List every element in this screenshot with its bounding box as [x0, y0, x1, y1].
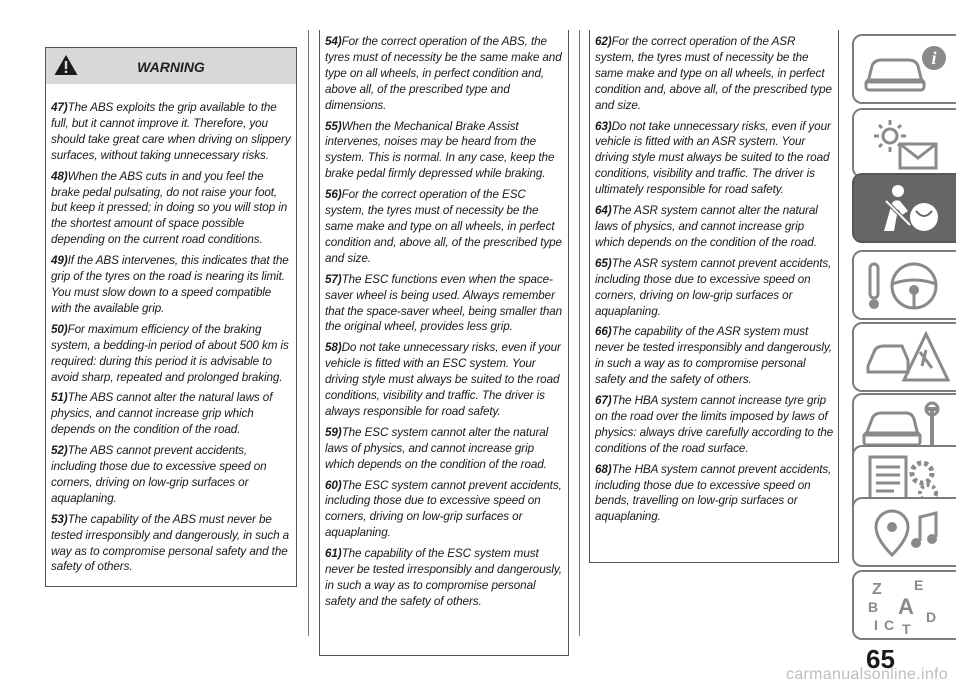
item-text: The HBA system cannot increase tyre grip on the road over the limits imposed by laws of physics: always drive carefully according to the conditions of the road surface.: [595, 394, 834, 455]
index-az-icon: [862, 578, 950, 634]
item-text: For the correct operation of the ASR system, the tyres must of necessity be the same make and type on all wheels, in perfect condition and, above all, of the prescribed type and size.: [595, 35, 832, 112]
warning-box-continued: [319, 30, 569, 656]
item-number: 65): [595, 256, 612, 270]
warning-title: WARNING: [137, 59, 205, 75]
item-text: When the Mechanical Brake Assist intervenes, noises may be heard from the system. This is normal. In any case, keep the brake pedal firmly depressed while braking.: [325, 119, 555, 181]
warning-item: [325, 478, 564, 542]
warning-lights-icon: [862, 116, 950, 172]
warning-item: [325, 546, 564, 610]
emergency-triangle-icon: [862, 330, 950, 386]
item-number: 52): [51, 444, 68, 458]
warning-box-continued: [589, 30, 839, 563]
item-text: Do not take unnecessary risks, even if your vehicle is fitted with an ESC system. Your driving style must always be suited to the road conditions, visibility and traffic. The driver is always responsible for road safety.: [325, 341, 561, 418]
warning-item: [51, 253, 292, 317]
item-text: The capability of the ASR system must never be tested irresponsibly and dangerously, in such a way as to compromise personal safety and the safety of others.: [595, 325, 832, 387]
warning-header: [46, 48, 296, 84]
tab-starting-driving[interactable]: [852, 250, 956, 320]
warning-item: [51, 512, 292, 576]
item-number: 64): [595, 204, 612, 218]
watermark: carmanualsonline.info: [786, 666, 948, 683]
car-info-icon: [862, 42, 950, 98]
item-number: 62): [595, 35, 612, 48]
warning-item: [595, 203, 834, 251]
svg-text:A: A: [898, 594, 914, 619]
svg-text:I: I: [874, 617, 878, 633]
warning-item: [51, 390, 292, 438]
svg-text:i: i: [931, 48, 937, 68]
item-number: 61): [325, 547, 342, 561]
warning-item: [595, 462, 834, 526]
item-text: For the correct operation of the ESC system, the tyres must of necessity be the same make and type on all wheels, in perfect condition and, above all, of the prescribed type and size.: [325, 188, 562, 265]
item-number: 47): [51, 101, 68, 114]
warning-item: [325, 272, 564, 336]
warning-item: [51, 169, 292, 249]
item-text: For maximum efficiency of the braking system, a bedding-in period of about 500 km is required: during this period it is advisable to avoid sharp, repeated and prolonged braking.: [51, 322, 289, 384]
warning-item: [51, 443, 292, 507]
item-text: For the correct operation of the ABS, the tyres must of necessity be the same make and type on all wheels, in perfect condition and, above all, of the prescribed type and dimensions.: [325, 35, 562, 112]
item-number: 56): [325, 188, 342, 202]
column-divider: [308, 30, 309, 636]
item-text: The ESC system cannot prevent accidents, including those due to excessive speed on corners, driving on low-grip surfaces or aquaplaning.: [325, 478, 562, 540]
item-number: 50): [51, 322, 68, 336]
warning-item: [595, 34, 834, 114]
item-text: The ESC system cannot alter the natural laws of physics, and cannot increase grip which depends on the condition of the road.: [325, 425, 549, 471]
item-text: Do not take unnecessary risks, even if your vehicle is fitted with an ASR system. Your driving style must always be suited to the road conditions, visibility and traffic. The driver is ultimately responsible for road safety.: [595, 119, 831, 197]
item-number: 60): [325, 478, 342, 492]
item-text: When the ABS cuts in and you feel the brake pedal pulsating, do not raise your foot, but keep it pressed; in doing so you will stop in the shortest amount of space possible depending on the current road conditions.: [51, 169, 288, 247]
item-number: 59): [325, 425, 342, 439]
warning-item: [51, 322, 292, 386]
item-text: The ASR system cannot alter the natural laws of physics, and cannot increase grip which depends on the condition of the road.: [595, 204, 818, 249]
item-number: 58): [325, 341, 342, 355]
warning-item: [325, 187, 564, 267]
svg-text:D: D: [926, 609, 937, 625]
item-text: The ABS cannot alter the natural laws of physics, and cannot increase grip which depends on the condition of the road.: [51, 391, 273, 437]
item-text: The capability of the ABS must never be tested irresponsibly and dangerously, in such a way as to compromise personal safety and the safety of others.: [51, 512, 290, 574]
item-number: 67): [595, 394, 612, 408]
warning-item: [325, 425, 564, 473]
warning-item: [595, 256, 834, 320]
item-text: The HBA system cannot prevent accidents, including those due to excessive speed on bends, travelling on low-grip surfaces or aquaplaning.: [595, 462, 832, 524]
item-number: 49): [51, 254, 68, 268]
item-number: 63): [595, 119, 612, 133]
item-number: 51): [51, 391, 68, 405]
svg-text:B: B: [868, 599, 879, 615]
tab-warning-lights[interactable]: [852, 108, 956, 178]
warning-item: [595, 119, 834, 199]
svg-text:T: T: [902, 621, 911, 634]
chapter-tabs: [852, 0, 960, 686]
svg-text:Z: Z: [872, 581, 882, 598]
column-divider: [579, 30, 580, 636]
warning-box: [45, 47, 297, 587]
warning-item: [595, 324, 834, 388]
tab-vehicle-info[interactable]: [852, 34, 956, 104]
item-number: 57): [325, 272, 342, 286]
warning-item: [325, 340, 564, 420]
tab-index[interactable]: [852, 570, 956, 640]
item-text: The capability of the ESC system must never be tested irresponsibly and dangerously, in such a way as to compromise personal safety and the safety of others.: [325, 547, 562, 608]
warning-items-col1: [51, 100, 292, 580]
item-text: The ESC functions even when the space-saver wheel is being used. Always remember that the space-saver wheel, being smaller than the original wheel, provides less grip.: [325, 272, 563, 334]
item-number: 54): [325, 35, 342, 48]
svg-text:C: C: [884, 617, 895, 633]
warning-items-col2: [325, 34, 564, 615]
svg-text:E: E: [914, 578, 924, 593]
item-number: 48): [51, 169, 68, 183]
safety-airbag-icon: [862, 181, 950, 237]
warning-item: [51, 100, 292, 164]
item-text: The ABS cannot prevent accidents, including those due to excessive speed on corners, driving on low-grip surfaces or aquaplaning.: [51, 444, 267, 505]
warning-item: [325, 119, 564, 183]
item-text: If the ABS intervenes, this indicates that the grip of the tyres on the road is nearing its limit. You must slow down to a speed compatible with the available grip.: [51, 254, 289, 315]
warning-item: [595, 393, 834, 457]
tab-emergency[interactable]: [852, 322, 956, 392]
item-text: The ABS exploits the grip available to the full, but it cannot improve it. Therefore, you should take great care when driving on slippery surfaces, without taking unnecessary risks.: [51, 101, 291, 162]
item-number: 66): [595, 325, 612, 339]
tab-safety[interactable]: [852, 173, 956, 243]
item-number: 53): [51, 512, 68, 526]
warning-items-col3: [595, 34, 834, 530]
key-steering-wheel-icon: [862, 258, 950, 314]
warning-item: [325, 34, 564, 114]
item-number: 68): [595, 462, 612, 476]
tab-multimedia[interactable]: [852, 497, 956, 567]
item-text: The ASR system cannot prevent accidents, including those due to excessive speed on corners, driving on low-grip surfaces or aquaplaning.: [595, 256, 832, 318]
item-number: 55): [325, 119, 342, 133]
page-number: 65: [866, 644, 895, 674]
multimedia-icon: [862, 505, 950, 561]
